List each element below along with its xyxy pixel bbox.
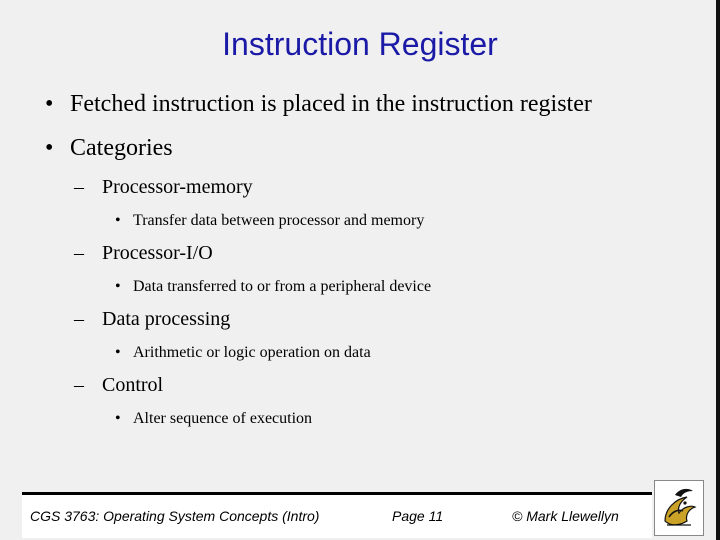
category-control [74, 373, 163, 397]
bullet-marker: • [115, 212, 121, 229]
category-label: Control [102, 374, 164, 396]
slide-title: Instruction Register [222, 26, 498, 62]
category-label: Data processing [102, 308, 231, 330]
dash-marker: – [74, 374, 84, 396]
category-data-processing [74, 307, 230, 331]
bullet-text: Categories [70, 135, 173, 161]
category-detail [115, 409, 312, 429]
category-detail [115, 277, 431, 297]
footer-page-number: Page 11 [392, 508, 444, 524]
category-label: Processor-I/O [102, 242, 213, 264]
bullet-fetched [45, 90, 592, 118]
category-detail [115, 211, 424, 231]
bullet-text: Fetched instruction is placed in the instruction register [70, 91, 592, 117]
footer-course: CGS 3763: Operating System Concepts (Intro) [30, 508, 320, 524]
dash-marker: – [74, 176, 84, 198]
dash-marker: – [74, 308, 84, 330]
category-detail [115, 343, 371, 363]
bullet-marker: • [115, 410, 121, 427]
category-detail-text: Alter sequence of execution [133, 410, 313, 427]
category-processor-memory [74, 175, 253, 199]
footer-copyright: © Mark Llewellyn [512, 508, 619, 524]
bullet-categories [45, 134, 173, 162]
ucf-pegasus-logo-icon [654, 480, 704, 536]
category-processor-io [74, 241, 213, 265]
category-detail-text: Transfer data between processor and memory [133, 212, 425, 229]
category-detail-text: Arithmetic or logic operation on data [133, 344, 371, 361]
category-detail-text: Data transferred to or from a peripheral device [133, 278, 432, 295]
category-label: Processor-memory [102, 176, 253, 198]
dash-marker: – [74, 242, 84, 264]
bullet-marker: • [45, 135, 54, 161]
bullet-marker: • [115, 278, 121, 295]
bullet-marker: • [115, 344, 121, 361]
bullet-marker: • [45, 91, 54, 117]
